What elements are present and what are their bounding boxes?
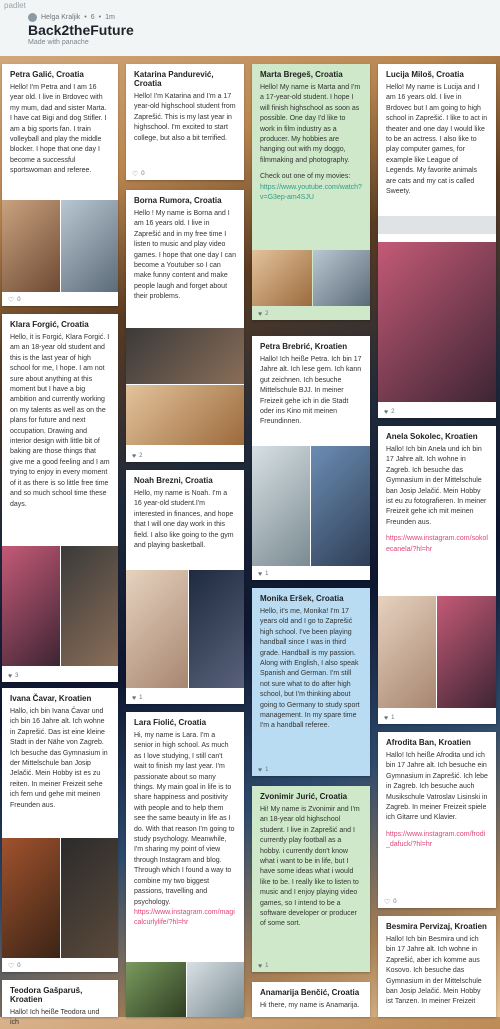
post-link[interactable]: https://www.instagram.com/magicalcurlylife/?hl=hr <box>134 908 235 927</box>
heart-icon[interactable]: ♡ <box>8 297 15 304</box>
avatar[interactable] <box>28 13 37 22</box>
like-count: 2 <box>265 311 269 317</box>
post-body: Hallo! Ich heiße Petra. Ich bin 17 Jahre alt. Ich lese gern. Ich kann gut zeichnen. Ich besuche Mittelschule BJJ. In meiner Freizeit gehe ich in die Stadt oder ins Kino mit meinen Freundinnen. <box>260 356 362 426</box>
post-photo <box>126 385 244 445</box>
like-count: 1 <box>139 695 143 701</box>
post-body: Hello! I'm Petra and I am 16 year old. I live in Brdovec with my mum, dad and sister Marta. I have cat Bigi and dog Stifler. I am a big sports fan. I train volleyball and play the middle blocker. I hope that one day I become a successful sportswoman and referee. <box>10 84 107 175</box>
post-card-teodora[interactable] <box>2 980 118 1027</box>
heart-icon[interactable]: ♥ <box>132 694 137 702</box>
post-body: Hallo! Ich bin Besmira und ich bin 17 Jahre alt. Ich wohne in Zaprešić, aber ich komme aus Kosovo. Ich besuche das Gymnasium in der Mittelschule ban Josip Jelačić. Mein Hobby ist Tanzen. In meiner Freizeit <box>386 936 482 1006</box>
post-photo <box>126 962 186 1017</box>
post-title: Noah Brezni, Croatia <box>134 476 213 485</box>
post-card-afrodita[interactable] <box>378 732 496 908</box>
post-title: Borna Rumora, Croatia <box>134 196 222 205</box>
post-body: Hi, my name is Lara. I'm a senior in high school. As much as I love studying, I still can't wait to finish my last year. I'm passionate about so many things. My main goal in life is to share happiness and positivity with people and to help them see the same beauty in life as I do. With that reason I'm going to study psychology. Meanwhile, I'm sharing my point of view through Instagram and blog. Through which I found a way to combine my two biggest passions, travelling and psychology. <box>134 732 235 906</box>
post-time: 1m <box>105 14 115 21</box>
post-footer <box>252 960 370 972</box>
post-body: Hallo, ich bin Ivana Čavar und ich bin 16 Jahre alt. Ich wohne in Zaprešić. Das ist eine kleine Stadt in der Nähe von Zagreb. Ich besuche das Gymnasium in der Mittelschule ban Josip Jelačić. Mein Hobby ist es zu reiten. In meiner Freizeit sehe ich fern und gehe mit meinen Freunden aus. <box>10 708 108 809</box>
heart-icon: • <box>84 14 87 21</box>
post-photo <box>2 838 60 958</box>
heart-icon[interactable]: ♡ <box>384 899 391 906</box>
post-footer <box>126 450 244 462</box>
post-footer <box>378 712 496 724</box>
post-card-noah[interactable] <box>126 470 244 704</box>
post-title: Anela Sokolec, Kroatien <box>386 432 478 441</box>
post-photo <box>378 242 496 402</box>
like-count: 2 <box>391 409 395 415</box>
post-card-borna[interactable] <box>126 190 244 462</box>
page-title: Back2theFuture <box>28 22 134 38</box>
post-body: Hello! I'm Katarina and I'm a 17 year-old highschool student from Zaprešić. This is my last year in highschool. I'm excited to start college, but also a bit terrified. <box>134 93 236 142</box>
post-link[interactable]: https://www.youtube.com/watch?v=G3ep-am4SJU <box>260 183 362 202</box>
post-body: Hallo! Ich heiße Afrodita und ich bin 17 Jahre alt. Ich besuche ein Gymnasium in Zaprešić. Ich lebe in Zagreb. Ich besuche auch Musikschule Vatroslav Lisinski in Zagreb. In meiner Freizeit spiele ich Gitarre und Klavier. <box>386 752 488 822</box>
post-title: Ivana Čavar, Kroatien <box>10 694 92 703</box>
post-photo <box>2 546 60 666</box>
post-card-monika[interactable] <box>252 588 370 776</box>
post-title: Afrodita Ban, Kroatien <box>386 738 471 747</box>
post-photo <box>61 546 118 666</box>
post-link[interactable]: https://www.instagram.com/sokolecanela/?hl=hr <box>386 535 488 553</box>
like-count: 0 <box>17 963 21 969</box>
post-card-klara[interactable] <box>2 314 118 682</box>
post-card-anamarija[interactable] <box>252 982 370 1017</box>
post-card-lucija[interactable] <box>378 64 496 418</box>
post-card-katarina[interactable] <box>126 64 244 180</box>
post-card-marta[interactable] <box>252 64 370 320</box>
post-title: Katarina Pandurević, Croatia <box>134 70 214 88</box>
heart-icon[interactable]: ♥ <box>384 714 389 722</box>
dot-separator: • <box>98 14 102 21</box>
like-count: 2 <box>139 453 143 459</box>
post-body: Hello! My name is Marta and I'm a 17-year-old student. I hope I will finish highschool as soon as possible. One day I'd like to work in film industry as a producer. My hobbies are hanging out with my doggo, filmmaking and photography. <box>260 84 361 164</box>
heart-icon[interactable]: ♥ <box>258 570 263 578</box>
post-link[interactable]: https://www.instagram.com/frodi_dafuck/?hl=hr <box>386 830 486 849</box>
post-title: Klara Forgić, Croatia <box>10 320 89 329</box>
heart-icon[interactable]: ♥ <box>132 452 137 460</box>
post-photo <box>311 446 370 566</box>
post-photo <box>126 328 244 384</box>
post-title: Lucija Miloš, Croatia <box>386 70 464 79</box>
post-body: Hi! My name is Zvonimir and I'm an 18-year old highschool student. I live in Zaprešić and I currently play football as a hobby. i currently don't know what i want to be in life, but I have some ideas what i would like to be. I really like to listen to music and I enjoy playing video games, so I intend to be a software developer or producer of some sort. <box>260 806 360 928</box>
post-footer <box>252 764 370 776</box>
post-photo <box>189 570 244 688</box>
like-count: 1 <box>265 963 269 969</box>
post-card-besmira[interactable] <box>378 916 496 1017</box>
heart-icon[interactable]: ♥ <box>258 962 263 970</box>
post-title: Lara Fiolić, Croatia <box>134 718 207 727</box>
like-count: 3 <box>15 673 19 679</box>
brand-logo[interactable]: padlet <box>4 1 26 10</box>
post-body: Hello, it is Forgić, Klara Forgić. I am an 18-year old student and this is the last year of high school for me, I hope. I am not sure about anything at this moment but I have a big ambition and currently working on my talents as well as on the plans for future and next occupation. Drawing and interior design with little bit of baking are those things that give me a good feeling and I am trying to enjoy in every moment of it as there is so little free time and so much school time these days. <box>10 334 110 508</box>
like-count: 0 <box>17 297 21 303</box>
post-body: Hallo! Ich bin Anela und ich bin 17 Jahre alt. Ich wohne in Zagreb. Ich besuche das Gymnasium in der Mittelschule ban Josip Jelačić. Mein Hobby ist eu zu fotografieren. In meiner Freizeit gehe ich mit meinen Freunden aus. <box>386 446 487 526</box>
post-extra: Check out one of my movies: <box>260 173 351 181</box>
author-meta <box>28 13 115 22</box>
post-photo <box>126 570 188 688</box>
post-photo <box>252 250 312 306</box>
post-title: Zvonimir Jurić, Croatia <box>260 792 348 801</box>
author-name[interactable]: Helga Kraljik <box>41 14 81 21</box>
post-card-anela[interactable] <box>378 426 496 724</box>
post-footer <box>252 568 370 580</box>
post-photo <box>437 596 496 708</box>
heart-icon[interactable]: ♡ <box>132 171 139 178</box>
like-count: 1 <box>265 767 269 773</box>
post-card-zvonimir[interactable] <box>252 786 370 972</box>
post-body: Hallo! Ich heiße Teodora und ich <box>10 1009 100 1027</box>
like-count: 0 <box>141 171 145 177</box>
post-footer <box>2 294 118 306</box>
post-title: Besmira Pervizaj, Kroatien <box>386 922 487 931</box>
post-footer <box>378 896 496 908</box>
post-photo <box>61 200 118 292</box>
post-footer <box>126 692 244 704</box>
post-footer <box>252 308 370 320</box>
heart-icon[interactable]: ♥ <box>258 310 263 318</box>
heart-icon[interactable]: ♥ <box>258 766 263 774</box>
post-title: Marta Bregeš, Croatia <box>260 70 343 79</box>
heart-icon[interactable]: ♥ <box>8 672 13 680</box>
post-body: Hello! My name is Lucija and I am 16 years old. I live in Brdovec but I am going to high school in Zaprešić. I like to act in theater and one day I would like to be an actress. I also like to play computer games, for example like League of Legends. My favorite animals are cats and my cat is called Sweety. <box>386 84 488 196</box>
post-body: Hello ! My name is Borna and I am 16 years old. I live in Zaprešić and in my free time I listen to music and play video games. I hope that one day I can become a Youtuber so I can make funny content and make people laugh and forget about their problems. <box>134 210 236 301</box>
post-title: Teodora Gašparuš, Kroatien <box>10 986 83 1004</box>
author-likes: 6 <box>90 14 95 21</box>
post-body: Hi there, my name is Anamarija. <box>260 1002 360 1009</box>
post-card-petra-brebric[interactable] <box>252 336 370 580</box>
post-card-ivana[interactable] <box>2 688 118 972</box>
post-footer <box>126 168 244 180</box>
header <box>0 0 500 56</box>
like-count: 0 <box>393 899 397 905</box>
like-count: 1 <box>265 571 269 577</box>
post-title: Petra Galić, Croatia <box>10 70 84 79</box>
post-title: Monika Eršek, Croatia <box>260 594 344 603</box>
post-footer <box>378 406 496 418</box>
post-title: Petra Brebrić, Kroatien <box>260 342 348 351</box>
post-title: Anamarija Benčić, Croatia <box>260 988 360 997</box>
like-count: 1 <box>391 715 395 721</box>
post-footer <box>2 670 118 682</box>
post-photo <box>61 838 118 958</box>
post-body: Hello, my name is Noah. I'm a 16 year-old student.I'm interested in finances, and hope that I will one day work in this field. I also like going to the gym and playing basketball. <box>134 490 234 550</box>
heart-icon[interactable]: ♥ <box>384 408 389 416</box>
heart-icon[interactable]: ♡ <box>8 963 15 970</box>
post-photo <box>187 962 244 1017</box>
post-body: Hello, it's me, Monika! I'm 17 years old and I go to Zaprešić high school. I've been playing handball since I was in third grade. Handball is my passion. Along with English, I also speak Spanish and German. I'm still not sure what to do after high school, but I'm thinking about going to Germany to study sport management. In my spare time I'm a handball referee. <box>260 608 360 730</box>
post-photo <box>313 250 370 306</box>
post-footer <box>2 960 118 972</box>
post-card-petra[interactable] <box>2 64 118 306</box>
page-subtitle: Made with panache <box>28 39 89 46</box>
post-photo <box>252 446 310 566</box>
post-photo <box>2 200 60 292</box>
divider <box>378 216 496 234</box>
post-card-lara[interactable] <box>126 712 244 1017</box>
post-photo <box>378 596 436 708</box>
